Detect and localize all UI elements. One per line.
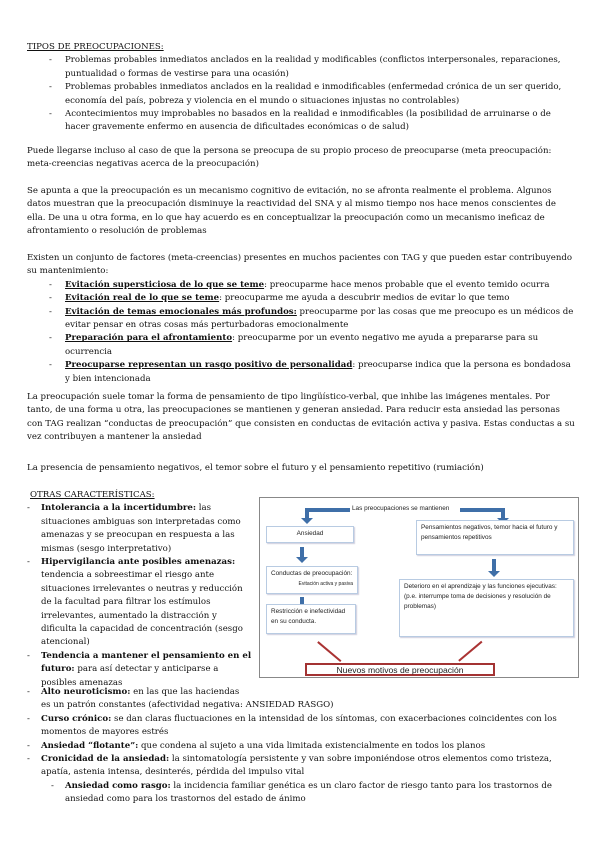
diagram <box>259 497 579 678</box>
desc: : preocuparme por un evento negativo me ayuda a prepararse para su ocurrencia <box>65 333 539 357</box>
list-item: - Problemas probables inmediatos anclados en la realidad y modificables (conflictos interpersonales, reparaciones, puntualidad o formas de vestirse para una ocasión) <box>27 54 575 81</box>
sub-list-item <box>27 780 575 807</box>
term: Evitación de temas emocionales más profundos: <box>65 306 297 317</box>
list-item <box>27 686 575 713</box>
list-item <box>27 556 255 650</box>
diagram-title: Las preocupaciones se mantienen <box>352 505 450 512</box>
tipos-section <box>27 41 575 135</box>
desc: para así detectar y anticiparse a posibles amenazas <box>41 664 219 688</box>
pensamientos-box: Pensamientos negativos, temor hacia el futuro y pensamientos repetitivos <box>416 520 574 555</box>
term: Curso crónico: <box>41 713 112 724</box>
desc: tendencia a sobreestimar el riesgo ante situaciones irrelevantes o neutras y reducción de la facultad para filtrar los estímulos irrelevantes, aumentado la distracción y dificulta la capacidad de concentración (sesgo atencional) <box>41 570 243 648</box>
term: Hipervigilancia ante posibles amenazas: <box>41 557 236 568</box>
arrow-down-icon <box>492 559 496 571</box>
list-item <box>27 332 575 359</box>
list-item <box>27 279 575 292</box>
list-item: - Problemas probables inmediatos anclados en la realidad e inmodificables (enfermedad crónica de un ser querido, economía del país, pobreza y violencia en el mundo o situaciones injustas no controlables) <box>27 81 575 108</box>
desc: se dan claras fluctuaciones en la intensidad de los síntomas, con exacerbaciones coincidentes con los momentos de mayores estrés <box>41 713 557 738</box>
list-item <box>27 713 575 740</box>
term: Ansiedad como rasgo: <box>65 780 171 791</box>
otras-section <box>27 489 255 690</box>
term: Evitación supersticiosa de lo que se teme <box>65 279 265 290</box>
list-item <box>27 306 575 333</box>
conductas-sub: Evitación activa y pasiva <box>298 581 353 587</box>
deterioro-sub: (p.e. interrumpe toma de decisiones y resolución de problemas) <box>404 593 551 610</box>
restriccion-box: Restricción e inefectividad en su conducta. <box>266 604 356 634</box>
desc: la sintomatología persistente y van sobre imponiéndose otros elementos como tristeza, apatía, astenia intensa, desinterés, pérdida del impulso vital <box>41 754 552 778</box>
list-item <box>27 650 255 690</box>
list-item <box>27 359 575 386</box>
red-arrow <box>459 641 483 661</box>
section-heading: TIPOS DE PREOCUPACIONES: <box>27 42 164 52</box>
term: Intolerancia a la incertidumbre: <box>41 503 196 514</box>
term: Ansiedad “flotante”: <box>41 740 139 751</box>
term: Preparación para el afrontamiento <box>65 333 233 344</box>
term: Tendencia a mantener el pensamiento en el futuro: <box>41 650 252 675</box>
conductas-label: Conductas de preocupación: <box>271 570 353 577</box>
ansiedad-box: Ansiedad <box>266 526 354 543</box>
desc: la incidencia familiar genética es un claro factor de riesgo tanto para los trastornos de ansiedad como para los trastornos del estado de ánimo <box>65 780 552 805</box>
arrow-line <box>305 508 350 512</box>
deterioro-box <box>399 579 574 637</box>
factores-section <box>27 252 575 386</box>
red-arrow <box>318 641 342 661</box>
deterioro-label: Deterioro en el aprendizaje y las funciones ejecutivas: <box>404 583 557 590</box>
paragraph: La presencia de pensamiento negativos, el temor sobre el futuro y el pensamiento repetitivo (rumiación) <box>27 463 484 473</box>
arrow-down-icon <box>501 508 505 518</box>
desc: : preocuparse indica que la persona es bondadosa y bien intencionada <box>65 360 571 384</box>
paragraph: Puede llegarse incluso al caso de que la persona se preocupa de su propio proceso de preocuparse (meta preocupación: meta-creencias negativas acerca de la preocupación) <box>27 146 552 170</box>
arrow-line <box>460 508 505 512</box>
desc: preocuparme por las cosas que me preocupo es un médicos de evitar pensar en otras cosas más perturbadoras emocionalmente <box>65 306 574 331</box>
paragraph: La preocupación suele tomar la forma de pensamiento de tipo lingüístico-verbal, que inhibe las imágenes mentales. Por tanto, de una forma u otra, las preocupaciones se mantienen y generan ansiedad. Para reducir esta ansiedad las personas con TAG realizan “conductas de preocupación” que consisten en conductas de evitación activa y pasiva. Estas conductas a su vez contribuyen a mantener la ansiedad <box>27 392 575 443</box>
otras-full <box>27 686 575 807</box>
desc: en las que las haciendas <box>130 687 240 697</box>
term: Preocuparse representan un rasgo positivo de personalidad <box>65 360 353 371</box>
list-item <box>27 502 255 556</box>
desc: : preocuparme hace menos probable que el evento temido ocurra <box>264 279 550 290</box>
paragraph: Existen un conjunto de factores (meta-creencias) presentes en muchos pacientes con TAG y que pueden estar contribuyendo su mantenimiento: <box>27 253 573 277</box>
section-heading: OTRAS CARACTERÍSTICAS: <box>30 490 155 500</box>
term: Evitación real de lo que se teme <box>65 293 220 304</box>
desc: : preocuparme me ayuda a descubrir medios de evitar lo que temo <box>219 293 510 304</box>
nuevos-box: Nuevos motivos de preocupación <box>305 663 495 676</box>
list-item: - Acontecimientos muy improbables no basados en la realidad e inmodificables (la posibilidad de arruinarse o de hacer gravemente enfermo en ausencia de dificultades económicas o de salud) <box>27 108 575 135</box>
list-item <box>27 753 575 780</box>
desc: es un patrón constantes (afectividad negativa: ANSIEDAD RASGO) <box>41 700 334 711</box>
desc: las situaciones ambiguas son interpretadas como amenazas y se preocupan en respuesta a las mismas (sesgo interpretativo) <box>41 503 241 554</box>
term: Alto neuroticismo: <box>41 687 131 697</box>
conductas-box <box>266 566 358 594</box>
arrow-down-icon <box>305 508 309 518</box>
list-item <box>27 292 575 305</box>
term: Cronicidad de la ansiedad: <box>41 754 170 765</box>
list-item <box>27 740 575 753</box>
desc: que condena al sujeto a una vida limitada existencialmente en todos los planos <box>138 740 486 751</box>
arrow-down-icon <box>300 547 304 557</box>
paragraph: Se apunta a que la preocupación es un mecanismo cognitivo de evitación, no se afronta realmente el problema. Algunos datos muestran que la preocupación disminuye la reactividad del SNA y al mismo tiempo nos hace menos conscientes de ella. De una u otra forma, en lo que hay acuerdo es en conceptualizar la preocupación como un mecanismo ineficaz de afrontamiento o resolución de problemas <box>27 186 556 237</box>
